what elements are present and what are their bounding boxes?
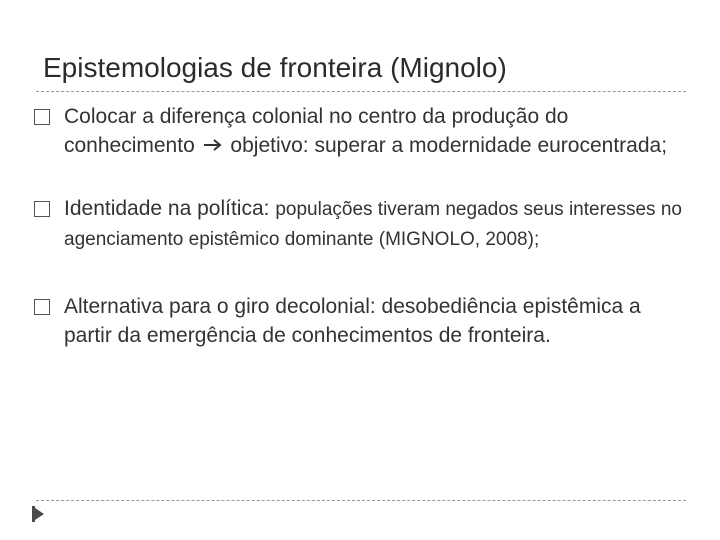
footer-divider: [36, 500, 686, 501]
bullet-list: [32, 100, 682, 350]
bullet-item-3: [32, 292, 682, 350]
bullet-2-text: populações tiveram negados seus interesses no agenciamento epistêmico dominante (MIGNOLO, 2008);: [64, 199, 682, 250]
play-next-icon[interactable]: [32, 506, 44, 522]
checkbox-square-icon: [34, 299, 50, 315]
bullet-2-lead: Identidade na política:: [64, 197, 276, 220]
slide-title: Epistemologias de fronteira (Mignolo): [43, 52, 507, 83]
right-arrow-icon: [201, 137, 225, 153]
title-divider: [36, 91, 686, 92]
bullet-3-text: Alternativa para o giro decolonial: desobediência epistêmica a partir da emergência de conhecimentos de fronteira.: [64, 295, 641, 347]
checkbox-square-icon: [34, 201, 50, 217]
bullet-1-text: Colocar a diferença colonial no centro da produção do conhecimento: [64, 105, 569, 157]
bullet-1-text-continued: objetivo: superar a modernidade eurocentrada;: [224, 134, 668, 157]
checkbox-square-icon: [34, 109, 50, 125]
bullet-item-2: [32, 194, 682, 254]
bullet-item-1: [32, 102, 682, 160]
